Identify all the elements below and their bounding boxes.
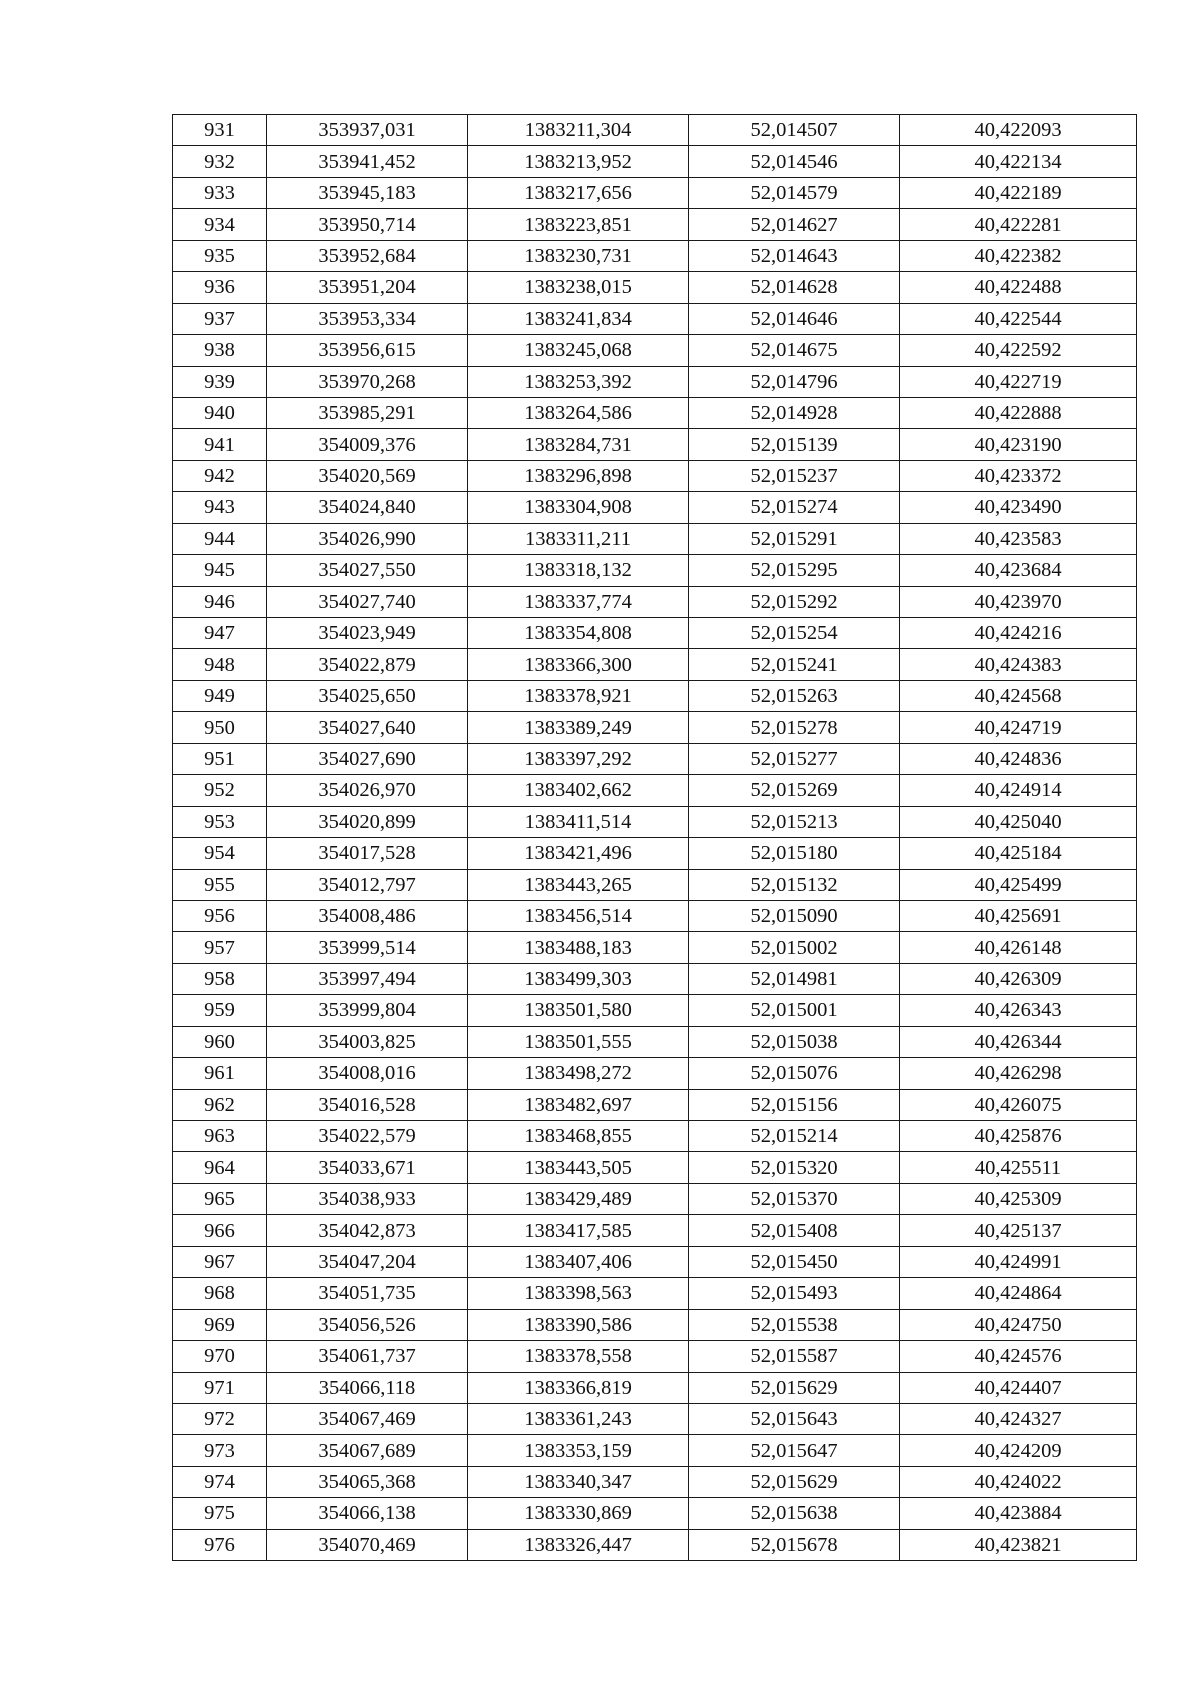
table-row: [173, 335, 1137, 366]
y-coordinate-cell: 1383482,697: [468, 1089, 689, 1120]
longitude-cell: 40,423684: [900, 555, 1137, 586]
coordinates-table-body: [173, 115, 1137, 1561]
x-coordinate-cell: 353997,494: [267, 963, 468, 994]
latitude-cell: 52,014507: [689, 115, 900, 146]
y-coordinate-cell: 1383498,272: [468, 1058, 689, 1089]
point-number-cell: 971: [173, 1372, 267, 1403]
table-row: [173, 115, 1137, 146]
table-row: [173, 586, 1137, 617]
longitude-cell: 40,423372: [900, 460, 1137, 491]
x-coordinate-cell: 354027,550: [267, 555, 468, 586]
point-number-cell: 950: [173, 712, 267, 743]
latitude-cell: 52,014646: [689, 303, 900, 334]
x-coordinate-cell: 354008,016: [267, 1058, 468, 1089]
table-row: [173, 523, 1137, 554]
y-coordinate-cell: 1383443,505: [468, 1152, 689, 1183]
y-coordinate-cell: 1383304,908: [468, 492, 689, 523]
latitude-cell: 52,015638: [689, 1498, 900, 1529]
longitude-cell: 40,422189: [900, 177, 1137, 208]
x-coordinate-cell: 353941,452: [267, 146, 468, 177]
table-row: [173, 366, 1137, 397]
latitude-cell: 52,014628: [689, 272, 900, 303]
x-coordinate-cell: 353970,268: [267, 366, 468, 397]
latitude-cell: 52,014579: [689, 177, 900, 208]
latitude-cell: 52,015213: [689, 806, 900, 837]
x-coordinate-cell: 354033,671: [267, 1152, 468, 1183]
y-coordinate-cell: 1383402,662: [468, 775, 689, 806]
longitude-cell: 40,423190: [900, 429, 1137, 460]
point-number-cell: 957: [173, 932, 267, 963]
longitude-cell: 40,425184: [900, 838, 1137, 869]
longitude-cell: 40,424836: [900, 743, 1137, 774]
latitude-cell: 52,015291: [689, 523, 900, 554]
latitude-cell: 52,015678: [689, 1529, 900, 1560]
latitude-cell: 52,015320: [689, 1152, 900, 1183]
longitude-cell: 40,424327: [900, 1403, 1137, 1434]
longitude-cell: 40,425137: [900, 1215, 1137, 1246]
table-row: [173, 1341, 1137, 1372]
x-coordinate-cell: 354038,933: [267, 1183, 468, 1214]
longitude-cell: 40,424568: [900, 680, 1137, 711]
latitude-cell: 52,015001: [689, 995, 900, 1026]
y-coordinate-cell: 1383468,855: [468, 1121, 689, 1152]
table-row: [173, 1372, 1137, 1403]
longitude-cell: 40,425499: [900, 869, 1137, 900]
table-row: [173, 649, 1137, 680]
y-coordinate-cell: 1383501,580: [468, 995, 689, 1026]
x-coordinate-cell: 354016,528: [267, 1089, 468, 1120]
point-number-cell: 956: [173, 900, 267, 931]
table-row: [173, 1089, 1137, 1120]
x-coordinate-cell: 354020,899: [267, 806, 468, 837]
longitude-cell: 40,424209: [900, 1435, 1137, 1466]
longitude-cell: 40,424719: [900, 712, 1137, 743]
longitude-cell: 40,422719: [900, 366, 1137, 397]
latitude-cell: 52,015629: [689, 1466, 900, 1497]
latitude-cell: 52,014675: [689, 335, 900, 366]
x-coordinate-cell: 353952,684: [267, 240, 468, 271]
longitude-cell: 40,424407: [900, 1372, 1137, 1403]
y-coordinate-cell: 1383264,586: [468, 397, 689, 428]
latitude-cell: 52,015278: [689, 712, 900, 743]
longitude-cell: 40,422134: [900, 146, 1137, 177]
point-number-cell: 931: [173, 115, 267, 146]
x-coordinate-cell: 353953,334: [267, 303, 468, 334]
y-coordinate-cell: 1383223,851: [468, 209, 689, 240]
point-number-cell: 961: [173, 1058, 267, 1089]
y-coordinate-cell: 1383284,731: [468, 429, 689, 460]
table-row: [173, 1183, 1137, 1214]
x-coordinate-cell: 354022,879: [267, 649, 468, 680]
longitude-cell: 40,426343: [900, 995, 1137, 1026]
table-row: [173, 838, 1137, 869]
y-coordinate-cell: 1383241,834: [468, 303, 689, 334]
x-coordinate-cell: 354067,689: [267, 1435, 468, 1466]
latitude-cell: 52,014546: [689, 146, 900, 177]
x-coordinate-cell: 354061,737: [267, 1341, 468, 1372]
point-number-cell: 935: [173, 240, 267, 271]
table-row: [173, 963, 1137, 994]
y-coordinate-cell: 1383421,496: [468, 838, 689, 869]
point-number-cell: 938: [173, 335, 267, 366]
point-number-cell: 963: [173, 1121, 267, 1152]
longitude-cell: 40,426344: [900, 1026, 1137, 1057]
point-number-cell: 954: [173, 838, 267, 869]
x-coordinate-cell: 354008,486: [267, 900, 468, 931]
y-coordinate-cell: 1383389,249: [468, 712, 689, 743]
point-number-cell: 945: [173, 555, 267, 586]
x-coordinate-cell: 354003,825: [267, 1026, 468, 1057]
latitude-cell: 52,015295: [689, 555, 900, 586]
point-number-cell: 947: [173, 618, 267, 649]
table-row: [173, 618, 1137, 649]
point-number-cell: 970: [173, 1341, 267, 1372]
x-coordinate-cell: 353956,615: [267, 335, 468, 366]
longitude-cell: 40,425309: [900, 1183, 1137, 1214]
latitude-cell: 52,015538: [689, 1309, 900, 1340]
y-coordinate-cell: 1383398,563: [468, 1278, 689, 1309]
x-coordinate-cell: 354065,368: [267, 1466, 468, 1497]
longitude-cell: 40,426075: [900, 1089, 1137, 1120]
longitude-cell: 40,423821: [900, 1529, 1137, 1560]
point-number-cell: 953: [173, 806, 267, 837]
latitude-cell: 52,015643: [689, 1403, 900, 1434]
y-coordinate-cell: 1383456,514: [468, 900, 689, 931]
x-coordinate-cell: 354047,204: [267, 1246, 468, 1277]
table-row: [173, 1403, 1137, 1434]
latitude-cell: 52,015132: [689, 869, 900, 900]
latitude-cell: 52,015450: [689, 1246, 900, 1277]
table-row: [173, 460, 1137, 491]
y-coordinate-cell: 1383296,898: [468, 460, 689, 491]
y-coordinate-cell: 1383330,869: [468, 1498, 689, 1529]
table-row: [173, 680, 1137, 711]
y-coordinate-cell: 1383213,952: [468, 146, 689, 177]
longitude-cell: 40,425511: [900, 1152, 1137, 1183]
x-coordinate-cell: 354067,469: [267, 1403, 468, 1434]
longitude-cell: 40,423970: [900, 586, 1137, 617]
point-number-cell: 959: [173, 995, 267, 1026]
longitude-cell: 40,422488: [900, 272, 1137, 303]
point-number-cell: 949: [173, 680, 267, 711]
latitude-cell: 52,015214: [689, 1121, 900, 1152]
table-row: [173, 1466, 1137, 1497]
y-coordinate-cell: 1383378,921: [468, 680, 689, 711]
point-number-cell: 941: [173, 429, 267, 460]
y-coordinate-cell: 1383311,211: [468, 523, 689, 554]
table-row: [173, 869, 1137, 900]
y-coordinate-cell: 1383443,265: [468, 869, 689, 900]
x-coordinate-cell: 353999,514: [267, 932, 468, 963]
x-coordinate-cell: 353985,291: [267, 397, 468, 428]
latitude-cell: 52,015587: [689, 1341, 900, 1372]
latitude-cell: 52,015002: [689, 932, 900, 963]
x-coordinate-cell: 354025,650: [267, 680, 468, 711]
x-coordinate-cell: 354024,840: [267, 492, 468, 523]
point-number-cell: 966: [173, 1215, 267, 1246]
y-coordinate-cell: 1383354,808: [468, 618, 689, 649]
y-coordinate-cell: 1383366,300: [468, 649, 689, 680]
table-row: [173, 1309, 1137, 1340]
y-coordinate-cell: 1383253,392: [468, 366, 689, 397]
point-number-cell: 975: [173, 1498, 267, 1529]
longitude-cell: 40,425691: [900, 900, 1137, 931]
latitude-cell: 52,014643: [689, 240, 900, 271]
latitude-cell: 52,015277: [689, 743, 900, 774]
longitude-cell: 40,422544: [900, 303, 1137, 334]
y-coordinate-cell: 1383499,303: [468, 963, 689, 994]
y-coordinate-cell: 1383353,159: [468, 1435, 689, 1466]
table-row: [173, 806, 1137, 837]
longitude-cell: 40,424216: [900, 618, 1137, 649]
latitude-cell: 52,015237: [689, 460, 900, 491]
longitude-cell: 40,425040: [900, 806, 1137, 837]
longitude-cell: 40,422592: [900, 335, 1137, 366]
table-row: [173, 177, 1137, 208]
latitude-cell: 52,015090: [689, 900, 900, 931]
table-row: [173, 1152, 1137, 1183]
y-coordinate-cell: 1383397,292: [468, 743, 689, 774]
latitude-cell: 52,015038: [689, 1026, 900, 1057]
point-number-cell: 955: [173, 869, 267, 900]
longitude-cell: 40,426309: [900, 963, 1137, 994]
latitude-cell: 52,014928: [689, 397, 900, 428]
y-coordinate-cell: 1383318,132: [468, 555, 689, 586]
point-number-cell: 934: [173, 209, 267, 240]
y-coordinate-cell: 1383337,774: [468, 586, 689, 617]
point-number-cell: 943: [173, 492, 267, 523]
x-coordinate-cell: 354017,528: [267, 838, 468, 869]
y-coordinate-cell: 1383230,731: [468, 240, 689, 271]
x-coordinate-cell: 354020,569: [267, 460, 468, 491]
y-coordinate-cell: 1383245,068: [468, 335, 689, 366]
point-number-cell: 967: [173, 1246, 267, 1277]
point-number-cell: 936: [173, 272, 267, 303]
x-coordinate-cell: 354070,469: [267, 1529, 468, 1560]
table-row: [173, 240, 1137, 271]
longitude-cell: 40,426298: [900, 1058, 1137, 1089]
table-row: [173, 1026, 1137, 1057]
latitude-cell: 52,015241: [689, 649, 900, 680]
longitude-cell: 40,424383: [900, 649, 1137, 680]
y-coordinate-cell: 1383417,585: [468, 1215, 689, 1246]
table-row: [173, 555, 1137, 586]
point-number-cell: 942: [173, 460, 267, 491]
x-coordinate-cell: 354066,138: [267, 1498, 468, 1529]
longitude-cell: 40,424576: [900, 1341, 1137, 1372]
latitude-cell: 52,015647: [689, 1435, 900, 1466]
table-row: [173, 1058, 1137, 1089]
latitude-cell: 52,015076: [689, 1058, 900, 1089]
y-coordinate-cell: 1383326,447: [468, 1529, 689, 1560]
point-number-cell: 940: [173, 397, 267, 428]
x-coordinate-cell: 354009,376: [267, 429, 468, 460]
point-number-cell: 973: [173, 1435, 267, 1466]
point-number-cell: 933: [173, 177, 267, 208]
longitude-cell: 40,422093: [900, 115, 1137, 146]
y-coordinate-cell: 1383488,183: [468, 932, 689, 963]
point-number-cell: 937: [173, 303, 267, 334]
point-number-cell: 974: [173, 1466, 267, 1497]
latitude-cell: 52,015629: [689, 1372, 900, 1403]
point-number-cell: 964: [173, 1152, 267, 1183]
x-coordinate-cell: 354027,690: [267, 743, 468, 774]
x-coordinate-cell: 354012,797: [267, 869, 468, 900]
y-coordinate-cell: 1383407,406: [468, 1246, 689, 1277]
longitude-cell: 40,424991: [900, 1246, 1137, 1277]
point-number-cell: 968: [173, 1278, 267, 1309]
point-number-cell: 965: [173, 1183, 267, 1214]
table-row: [173, 1435, 1137, 1466]
point-number-cell: 932: [173, 146, 267, 177]
latitude-cell: 52,015269: [689, 775, 900, 806]
y-coordinate-cell: 1383217,656: [468, 177, 689, 208]
point-number-cell: 976: [173, 1529, 267, 1560]
latitude-cell: 52,015156: [689, 1089, 900, 1120]
y-coordinate-cell: 1383378,558: [468, 1341, 689, 1372]
x-coordinate-cell: 353945,183: [267, 177, 468, 208]
latitude-cell: 52,014981: [689, 963, 900, 994]
table-row: [173, 272, 1137, 303]
point-number-cell: 960: [173, 1026, 267, 1057]
latitude-cell: 52,015274: [689, 492, 900, 523]
table-row: [173, 429, 1137, 460]
x-coordinate-cell: 353950,714: [267, 209, 468, 240]
latitude-cell: 52,015493: [689, 1278, 900, 1309]
point-number-cell: 948: [173, 649, 267, 680]
point-number-cell: 962: [173, 1089, 267, 1120]
table-row: [173, 209, 1137, 240]
x-coordinate-cell: 354066,118: [267, 1372, 468, 1403]
y-coordinate-cell: 1383361,243: [468, 1403, 689, 1434]
point-number-cell: 969: [173, 1309, 267, 1340]
table-row: [173, 995, 1137, 1026]
latitude-cell: 52,015254: [689, 618, 900, 649]
table-row: [173, 146, 1137, 177]
y-coordinate-cell: 1383238,015: [468, 272, 689, 303]
table-row: [173, 932, 1137, 963]
y-coordinate-cell: 1383411,514: [468, 806, 689, 837]
longitude-cell: 40,422888: [900, 397, 1137, 428]
table-row: [173, 712, 1137, 743]
x-coordinate-cell: 353937,031: [267, 115, 468, 146]
y-coordinate-cell: 1383390,586: [468, 1309, 689, 1340]
table-row: [173, 1529, 1137, 1560]
longitude-cell: 40,423583: [900, 523, 1137, 554]
table-row: [173, 303, 1137, 334]
latitude-cell: 52,015139: [689, 429, 900, 460]
y-coordinate-cell: 1383211,304: [468, 115, 689, 146]
table-row: [173, 743, 1137, 774]
longitude-cell: 40,422382: [900, 240, 1137, 271]
x-coordinate-cell: 353951,204: [267, 272, 468, 303]
table-row: [173, 1121, 1137, 1152]
longitude-cell: 40,424864: [900, 1278, 1137, 1309]
point-number-cell: 952: [173, 775, 267, 806]
table-row: [173, 1246, 1137, 1277]
latitude-cell: 52,014627: [689, 209, 900, 240]
longitude-cell: 40,425876: [900, 1121, 1137, 1152]
y-coordinate-cell: 1383429,489: [468, 1183, 689, 1214]
y-coordinate-cell: 1383501,555: [468, 1026, 689, 1057]
x-coordinate-cell: 354026,970: [267, 775, 468, 806]
y-coordinate-cell: 1383366,819: [468, 1372, 689, 1403]
point-number-cell: 946: [173, 586, 267, 617]
latitude-cell: 52,015180: [689, 838, 900, 869]
x-coordinate-cell: 354042,873: [267, 1215, 468, 1246]
x-coordinate-cell: 354056,526: [267, 1309, 468, 1340]
longitude-cell: 40,426148: [900, 932, 1137, 963]
latitude-cell: 52,015292: [689, 586, 900, 617]
table-row: [173, 775, 1137, 806]
y-coordinate-cell: 1383340,347: [468, 1466, 689, 1497]
point-number-cell: 944: [173, 523, 267, 554]
table-row: [173, 397, 1137, 428]
coordinates-table: [172, 114, 1137, 1561]
point-number-cell: 951: [173, 743, 267, 774]
longitude-cell: 40,424022: [900, 1466, 1137, 1497]
x-coordinate-cell: 354027,640: [267, 712, 468, 743]
point-number-cell: 939: [173, 366, 267, 397]
longitude-cell: 40,424750: [900, 1309, 1137, 1340]
x-coordinate-cell: 353999,804: [267, 995, 468, 1026]
x-coordinate-cell: 354051,735: [267, 1278, 468, 1309]
longitude-cell: 40,422281: [900, 209, 1137, 240]
point-number-cell: 972: [173, 1403, 267, 1434]
point-number-cell: 958: [173, 963, 267, 994]
x-coordinate-cell: 354026,990: [267, 523, 468, 554]
table-row: [173, 1278, 1137, 1309]
table-row: [173, 1498, 1137, 1529]
latitude-cell: 52,015408: [689, 1215, 900, 1246]
latitude-cell: 52,015263: [689, 680, 900, 711]
x-coordinate-cell: 354023,949: [267, 618, 468, 649]
x-coordinate-cell: 354022,579: [267, 1121, 468, 1152]
longitude-cell: 40,424914: [900, 775, 1137, 806]
table-row: [173, 492, 1137, 523]
table-row: [173, 900, 1137, 931]
latitude-cell: 52,015370: [689, 1183, 900, 1214]
longitude-cell: 40,423884: [900, 1498, 1137, 1529]
latitude-cell: 52,014796: [689, 366, 900, 397]
x-coordinate-cell: 354027,740: [267, 586, 468, 617]
longitude-cell: 40,423490: [900, 492, 1137, 523]
table-row: [173, 1215, 1137, 1246]
